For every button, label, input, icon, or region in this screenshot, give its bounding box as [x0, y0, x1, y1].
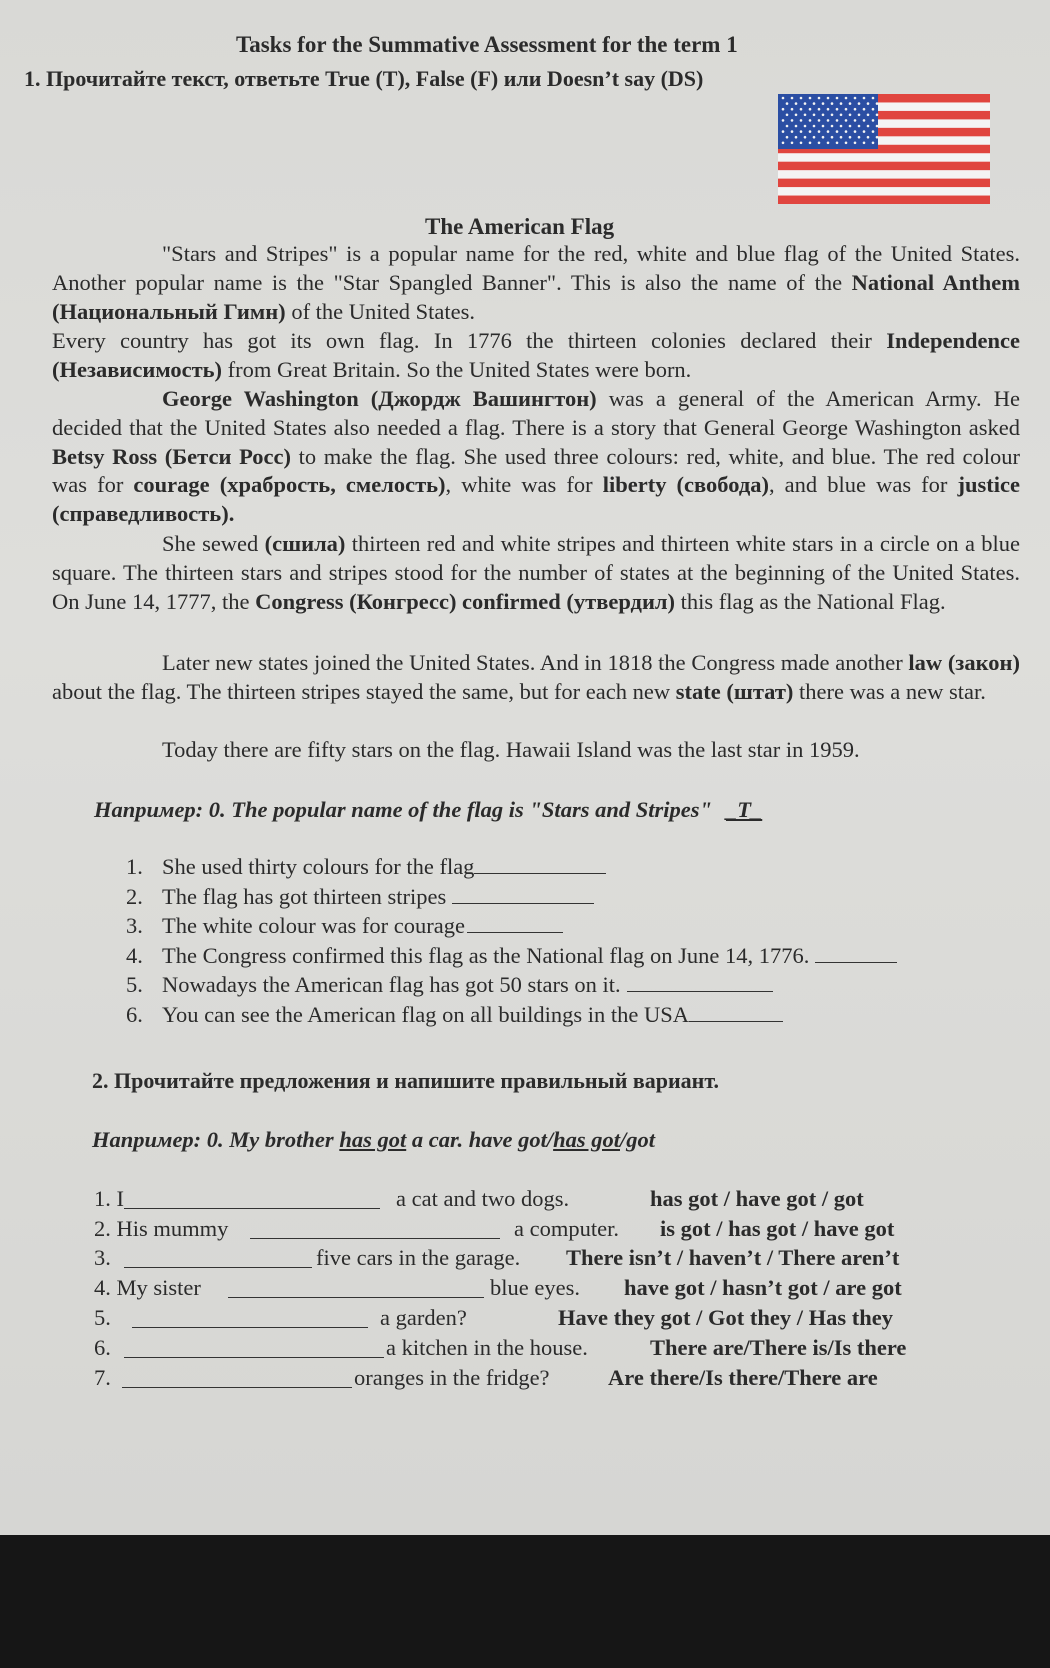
- question-item: 4. The Congress confirmed this flag as the National flag on June 14, 1776.: [126, 941, 897, 971]
- answer-blank[interactable]: [815, 942, 897, 963]
- question-item: 5. Nowadays the American flag has got 50 stars on it.: [126, 970, 897, 1000]
- answer-blank[interactable]: [228, 1277, 484, 1298]
- task1-example: Например: 0. The popular name of the flag is "Stars and Stripes" _T_: [94, 797, 763, 822]
- task1-instruction: 1. Прочитайте текст, ответьте True (T), False (F) или Doesn’t say (DS): [24, 66, 704, 91]
- us-flag-icon: [778, 94, 990, 204]
- answer-blank[interactable]: [124, 1247, 312, 1268]
- answer-blank[interactable]: [452, 883, 594, 904]
- task2-instruction: 2. Прочитайте предложения и напишите правильный вариант.: [92, 1068, 719, 1093]
- answer-blank[interactable]: [627, 971, 773, 992]
- task2-example: Например: 0. My brother has got a car. have got/has got/got: [92, 1127, 656, 1152]
- page-title: Tasks for the Summative Assessment for the term 1: [236, 32, 738, 57]
- answer-blank[interactable]: [124, 1337, 384, 1358]
- answer-blank[interactable]: [250, 1218, 500, 1239]
- question-item: 6. You can see the American flag on all buildings in the USA: [126, 1000, 897, 1030]
- answer-blank[interactable]: [132, 1307, 368, 1328]
- article-paragraph-3: George Washington (Джордж Вашингтон) was a general of the American Army. He decided that the United States also needed a flag. There is a story that General George Washington asked Betsy Ross (Бетси Росс) to make the flag. She used three colours: red, white, and blue. The red colour was for courage (храбрость, смелость), white was for liberty (свобода), and blue was for justice (справедливость).: [52, 386, 1020, 527]
- answer-blank[interactable]: [689, 1001, 783, 1022]
- answer-blank[interactable]: [122, 1367, 352, 1388]
- article-paragraph-6: Today there are fifty stars on the flag. Hawaii Island was the last star in 1959.: [162, 737, 860, 762]
- task1-questions: [126, 852, 897, 1029]
- worksheet-page: Tasks for the Summative Assessment for the term 1 1. Прочитайте текст, ответьте True (T), False (F) или Doesn’t say (DS) The American Flag "Stars and Stripes" is a popular name for the red, white and blue flag of the United States. Another popular name is the "Star Spangled Banner". This is also the name of the National Anthem (Национальный Гимн) of the United States. Every country has got its own flag. In 1776 the thirteen colonies declared their Independence (Независимость) from Great Britain. So the United States were born. George Washington (Джордж Вашингтон) was a general of the American Army. He decided that the United States also needed a flag. There is a story that General George Washington asked Betsy Ross (Бетси Росс) to make the flag. She used three colours: red, white, and blue. The red colour was for courage (храбрость, смелость), white was for liberty (свобода), and blue was for justice (справедливость). She sewed (сшила) thirteen red and white stripes and thirteen white stars in a circle on a blue square. The thirteen stars and stripes stood for the number of states at the beginning of the United States. On June 14, 1777, the Congress (Конгресс) confirmed (утвердил) this flag as the National Flag. Later new states joined the United States. And in 1818 the Congress made another law (закон) about the flag. The thirteen stripes stayed the same, but for each new state (штат) there was a new star. Today there are fifty stars on the flag. Hawaii Island was the last star in 1959. Например: 0. The popular name of the flag is "Stars and Stripes" _T_ 1. She used thirty colours for the flag 2. The flag has got thirteen stripes 3. The white colour was for courage 4. The Congress confirmed this flag as the National flag on June 14, 1776. 5. Nowadays the American flag has got 50 stars on it. 6. You can see the American flag on all buildings in the USA 2. Прочитайте предложения и напишите правильный вариант. Например: 0. My brother has got a car. have got/has got/got 1. I a cat and two dogs. has got / have got / got 2. His mummy a computer. is got / has got / have got 3. five cars in the garage. There isn’t / haven’t / There aren’t 4. My sister blue eyes. have got / hasn’t got / are got 5. a garden? Have they got / Got they / Has they 6. a kitchen in the house. There are/There is/Is there 7. oranges in the fridge? Are there/Is there/There are: [0, 0, 1050, 1535]
- question-item: 1. She used thirty colours for the flag: [126, 852, 897, 882]
- article-paragraph-5: Later new states joined the United States. And in 1818 the Congress made another law (закон) about the flag. The thirteen stripes stayed the same, but for each new state (штат) there was a new star.: [52, 650, 1020, 704]
- answer-blank[interactable]: [474, 853, 606, 874]
- article-paragraph-1: "Stars and Stripes" is a popular name for the red, white and blue flag of the United States. Another popular name is the "Star Spangled Banner". This is also the name of the National Anthem (Национальный Гимн) of the United States.: [52, 241, 1021, 324]
- article-title: The American Flag: [425, 214, 615, 239]
- article-paragraph-2: Every country has got its own flag. In 1776 the thirteen colonies declared their Independence (Независимость) from Great Britain. So the United States were born.: [52, 328, 1020, 382]
- question-item: 2. The flag has got thirteen stripes: [126, 882, 897, 912]
- answer-blank[interactable]: [467, 912, 563, 933]
- dark-background: [0, 1535, 1050, 1668]
- question-item: 3. The white colour was for courage: [126, 911, 897, 941]
- answer-blank[interactable]: [124, 1188, 380, 1209]
- article-paragraph-4: She sewed (сшила) thirteen red and white stripes and thirteen white stars in a circle on a blue square. The thirteen stars and stripes stood for the number of states at the beginning of the United States. On June 14, 1777, the Congress (Конгресс) confirmed (утвердил) this flag as the National Flag.: [52, 531, 1020, 614]
- example-answer: _T_: [725, 797, 763, 822]
